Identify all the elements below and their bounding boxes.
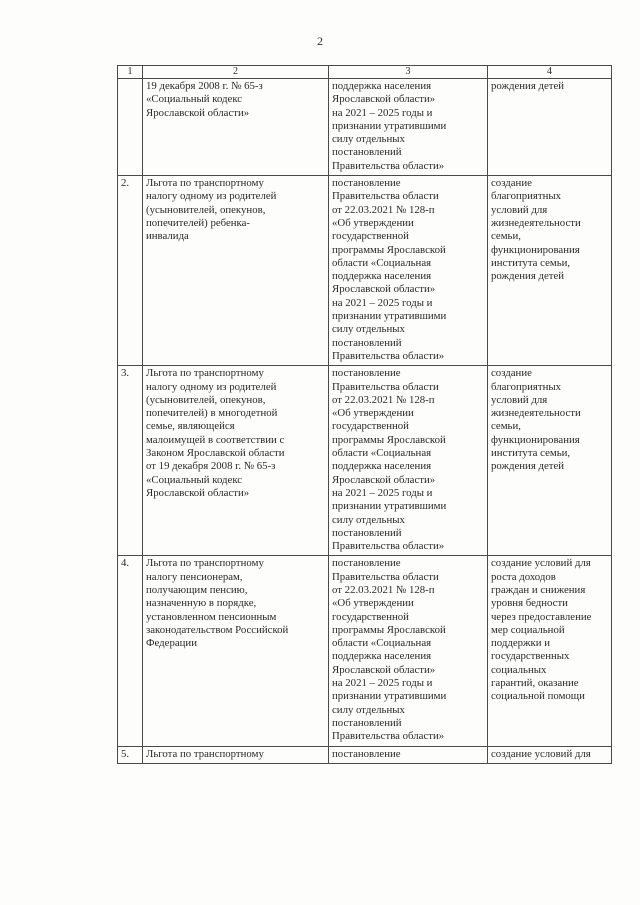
basis-cell: постановление Правительства области от 22.03.2021 № 128-п «Об утверждении государственной программы Ярославской области «Социальная поддержка населения Ярославской области» на 2021 – 2025 годы и признании утратившими силу отдельных постановлений Правительства области» — [329, 366, 488, 556]
basis-cell: постановление — [329, 746, 488, 763]
column-header: 3 — [329, 66, 488, 79]
goal-cell: создание благоприятных условий для жизнедеятельности семьи, функционирования института семьи, рождения детей — [488, 366, 612, 556]
benefit-cell: Льгота по транспортному налогу пенсионерам, получающим пенсию, назначенную в порядке, установленном пенсионным законодательством Российской Федерации — [143, 556, 329, 746]
table-row — [118, 556, 612, 746]
goal-cell: создание благоприятных условий для жизнедеятельности семьи, функционирования института семьи, рождения детей — [488, 176, 612, 366]
table-header-row — [118, 66, 612, 79]
basis-cell: поддержка населения Ярославской области» на 2021 – 2025 годы и признании утратившими силу отдельных постановлений Правительства области» — [329, 79, 488, 176]
page-number: 2 — [317, 34, 323, 48]
benefit-cell: Льгота по транспортному — [143, 746, 329, 763]
goal-cell: рождения детей — [488, 79, 612, 176]
benefit-cell: 19 декабря 2008 г. № 65-з «Социальный кодекс Ярославской области» — [143, 79, 329, 176]
table-row — [118, 366, 612, 556]
benefit-cell: Льгота по транспортному налогу одному из родителей (усыновителей, опекунов, попечителей) ребенка- инвалида — [143, 176, 329, 366]
row-number: 4. — [118, 556, 143, 746]
row-number — [118, 79, 143, 176]
row-number: 5. — [118, 746, 143, 763]
benefits-table — [117, 65, 612, 764]
goal-cell: создание условий для — [488, 746, 612, 763]
row-number: 3. — [118, 366, 143, 556]
basis-cell: постановление Правительства области от 22.03.2021 № 128-п «Об утверждении государственной программы Ярославской области «Социальная поддержка населения Ярославской области» на 2021 – 2025 годы и признании утратившими силу отдельных постановлений Правительства области» — [329, 176, 488, 366]
column-header: 4 — [488, 66, 612, 79]
table-row — [118, 79, 612, 176]
table-row — [118, 176, 612, 366]
row-number: 2. — [118, 176, 143, 366]
basis-cell: постановление Правительства области от 22.03.2021 № 128-п «Об утверждении государственной программы Ярославской области «Социальная поддержка населения Ярославской области» на 2021 – 2025 годы и признании утратившими силу отдельных постановлений Правительства области» — [329, 556, 488, 746]
benefit-cell: Льгота по транспортному налогу одному из родителей (усыновителей, опекунов, попечителей) в многодетной семье, являющейся малоимущей в соответствии с Законом Ярославской области от 19 декабря 2008 г. № 65-з «Социальный кодекс Ярославской области» — [143, 366, 329, 556]
goal-cell: создание условий для роста доходов граждан и снижения уровня бедности через предоставление мер социальной поддержки и государственных социальных гарантий, оказание социальной помощи — [488, 556, 612, 746]
column-header: 2 — [143, 66, 329, 79]
table-row — [118, 746, 612, 763]
column-header: 1 — [118, 66, 143, 79]
